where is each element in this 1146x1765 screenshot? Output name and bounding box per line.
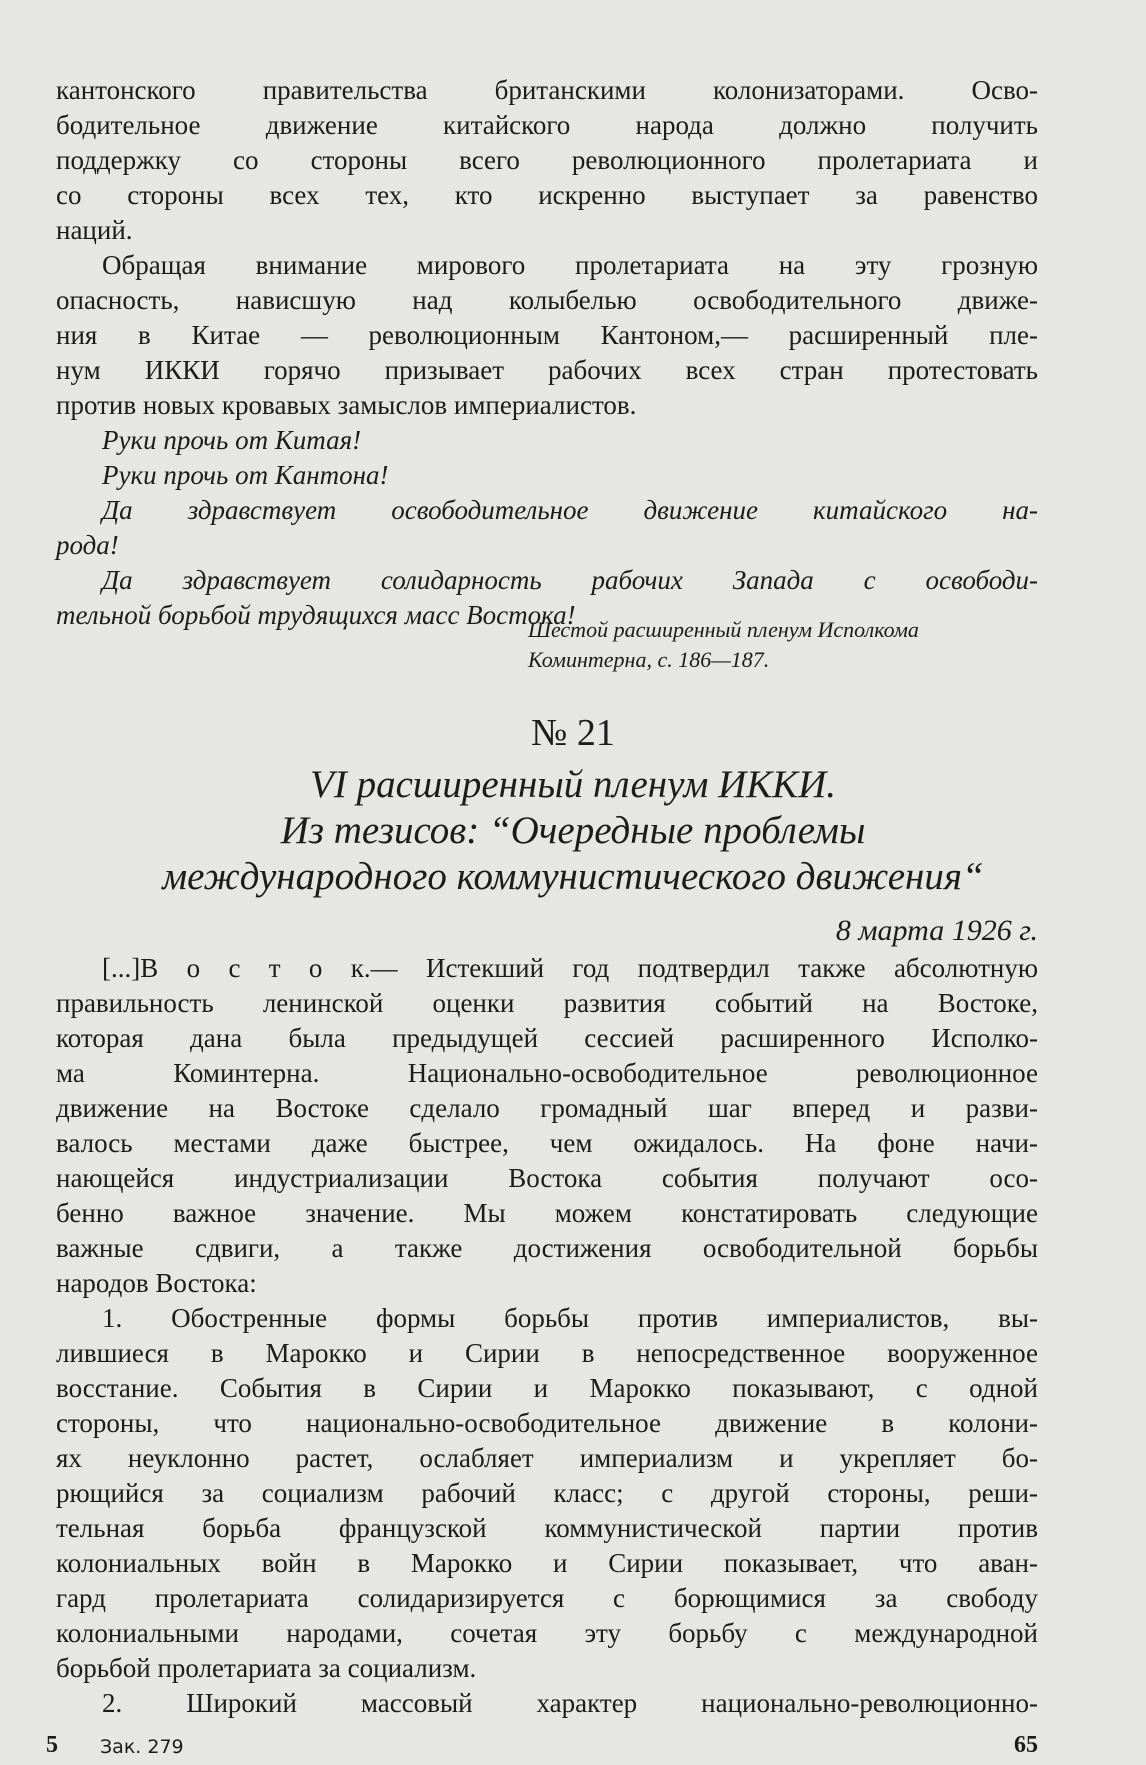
page-number: 65 [1014, 1732, 1038, 1758]
text-line: против новых кровавых замыслов империалистов. [56, 390, 637, 420]
text-line: колониальных войн в Марокко и Сирии показывает, что аван- [56, 1548, 1038, 1578]
text-line: стороны, что национально-освободительное движение в колони- [56, 1408, 1038, 1438]
text-line: восстание. События в Сирии и Марокко показывают, с одной [56, 1373, 1038, 1403]
source-citation-line: Шестой расширенный пленум Исполкома [528, 617, 919, 642]
text-line: бенно важное значение. Мы можем констатировать следующие [56, 1198, 1038, 1228]
text-line: кантонского правительства британскими колонизаторами. Осво- [56, 75, 1038, 105]
text-line: нающейся индустриализации Востока события получают осо- [56, 1163, 1038, 1193]
paragraph-start-line: Обращая внимание мирового пролетариата на эту грозную [102, 250, 1038, 280]
slogan-line: тельной борьбой трудящихся масс Востока! [56, 600, 576, 630]
slogan-line: рода! [56, 530, 119, 560]
text-line: тельная борьба французской коммунистической партии против [56, 1513, 1038, 1543]
document-title-line: международного коммунистического движения“ [162, 855, 984, 898]
text-line: лившиеся в Марокко и Сирии в непосредственное вооруженное [56, 1338, 1038, 1368]
document-title-line: VI расширенный пленум ИККИ. [310, 763, 836, 806]
text-line: рющийся за социализм рабочий класс; с другой стороны, реши- [56, 1478, 1038, 1508]
text-line: гард пролетариата солидаризируется с борющимися за свободу [56, 1583, 1038, 1613]
text-line: ма Коминтерна. Национально-освободительное революционное [56, 1058, 1038, 1088]
slogan-line: Да здравствует солидарность рабочих Запада с освободи- [102, 565, 1038, 595]
paragraph-start-line: 1. Обостренные формы борьбы против империалистов, вы- [102, 1303, 1038, 1333]
printing-order-number: Зак. 279 [100, 1736, 184, 1758]
text-line: правильность ленинской оценки развития событий на Востоке, [56, 988, 1038, 1018]
text-line: со стороны всех тех, кто искренно выступает за равенство [56, 180, 1038, 210]
text-line: ях неуклонно растет, ослабляет империализм и укрепляет бо- [56, 1443, 1038, 1473]
text-line: которая дана была предыдущей сессией расширенного Исполко- [56, 1023, 1038, 1053]
text-line: важные сдвиги, а также достижения освободительной борьбы [56, 1233, 1038, 1263]
slogan-line: Да здравствует освободительное движение китайского на- [102, 495, 1038, 525]
text-line: борьбой пролетариата за социализм. [56, 1653, 477, 1683]
text-line: опасность, нависшую над колыбелью освободительного движе- [56, 285, 1038, 315]
document-date: 8 марта 1926 г. [835, 914, 1038, 947]
text-line: ния в Китае — революционным Кантоном,— расширенный пле- [56, 320, 1038, 350]
document-title-line: Из тезисов: “Очередные проблемы [280, 809, 866, 852]
text-line: колониальными народами, сочетая эту борьбу с международной [56, 1618, 1038, 1648]
text-line: поддержку со стороны всего революционного пролетариата и [56, 145, 1038, 175]
source-citation-line: Коминтерна, с. 186—187. [528, 647, 770, 672]
text-line: народов Востока: [56, 1268, 257, 1298]
signature-mark: 5 [46, 1732, 58, 1758]
text-line: валось местами даже быстрее, чем ожидалось. На фоне начи- [56, 1128, 1038, 1158]
document-number: № 21 [531, 712, 615, 754]
text-line: наций. [56, 215, 133, 245]
text-line: нум ИККИ горячо призывает рабочих всех стран протестовать [56, 355, 1038, 385]
text-line: движение на Востоке сделало громадный шаг вперед и разви- [56, 1093, 1038, 1123]
paragraph-start-line: [...]В о с т о к.— Истекший год подтвердил также абсолютную [102, 953, 1038, 983]
slogan-line: Руки прочь от Китая! [102, 425, 362, 455]
slogan-line: Руки прочь от Кантона! [102, 460, 389, 490]
paragraph-start-line: 2. Широкий массовый характер национально-революционно- [102, 1688, 1038, 1718]
text-line: бодительное движение китайского народа должно получить [56, 110, 1038, 140]
